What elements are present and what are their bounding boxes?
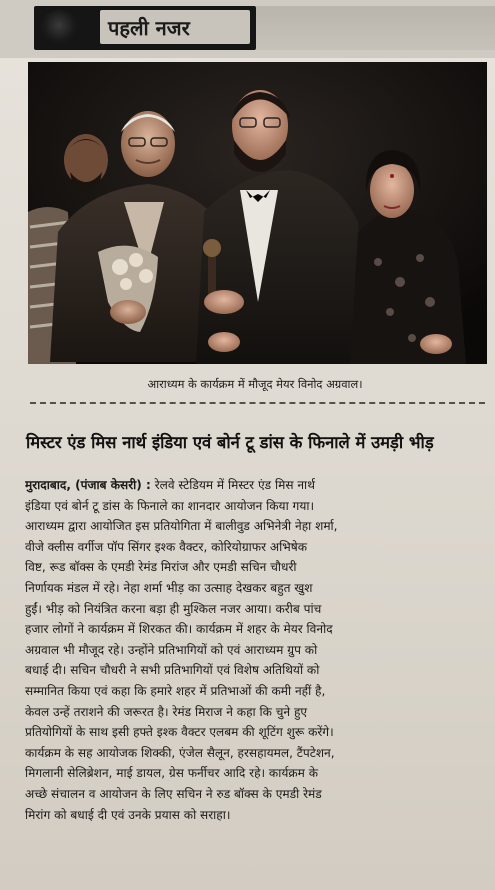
event-photo-drawing (28, 62, 487, 364)
body-line: वीजे क्लीस वर्गीज पॉप सिंगर इश्क वैक्टर, कोरियोग्राफर अभिषेक (25, 539, 308, 554)
event-photo (28, 62, 487, 364)
body-line: मिरांग को बधाई दी एवं उनके प्रयास को सराहा। (25, 807, 231, 822)
eye-icon (40, 10, 78, 44)
section-header (0, 0, 495, 58)
body-line: सम्मानित किया एवं कहा कि हमारे शहर में प्रतिभाओं की कमी नहीं है, (25, 683, 326, 698)
body-line: हजार लोगों ने कार्यक्रम में शिरकत की। कार्यक्रम में शहर के मेयर विनोद (25, 622, 333, 637)
body-line: मिगलानी सेलिब्रेशन, माई डायल, ग्रेस फर्नीचर आदि रहे। कार्यक्रम के (25, 766, 319, 781)
section-label: पहली नजर (108, 16, 190, 40)
body-line: अग्रवाल भी मौजूद रहे। उन्होंने प्रतिभागियों को एवं आराध्यम ग्रुप को (25, 642, 318, 657)
body-line: कार्यक्रम के सह आयोजक शिक्की, एंजेल सैलून, हरसहायमल, टैंपटेशन, (25, 745, 335, 760)
divider (30, 402, 485, 404)
article-headline: मिस्टर एंड मिस नार्थ इंडिया एवं बोर्न टू डांस के फिनाले में उमड़ी भीड़ (26, 432, 434, 452)
body-line-text: रेलवे स्टेडियम में मिस्टर एंड मिस नार्थ (150, 478, 315, 492)
body-line: अच्छे संचालन व आयोजन के लिए सचिन ने रुड बॉक्स के एमडी रेमंड (25, 786, 322, 801)
header-shade (256, 6, 495, 50)
body-line: आराध्यम द्वारा आयोजित इस प्रतियोगिता में बालीवुड अभिनेत्री नेहा शर्मा, (25, 519, 338, 534)
body-line (25, 475, 488, 496)
body-line: हुईं। भीड़ को नियंत्रित करना बड़ा ही मुश्किल नजर आया। करीब पांच (25, 601, 322, 616)
body-line: इंडिया एवं बोर्न टू डांस के फिनाले का शानदार आयोजन किया गया। (25, 498, 315, 513)
photo-caption: आराध्यम के कार्यक्रम में मौजूद मेयर विनोद अग्रवाल। (147, 377, 363, 391)
body-line: केवल उन्हें तराशने की जरूरत है। रेमंड मिराज ने कहा कि चुने हुए (25, 704, 308, 719)
body-line: बधाई दी। सचिन चौधरी ने सभी प्रतिभागियों एवं विशेष अतिथियों को (25, 663, 320, 678)
body-line: प्रतियोगियों के साथ इसी हफ्ते इश्क वैक्टर एलबम की शूटिंग शुरू करेंगे। (25, 725, 334, 740)
article-body (25, 475, 488, 825)
article-dateline: मुरादाबाद, (पंजाब केसरी) : (25, 478, 151, 492)
body-line: विष्ट, रूड बॉक्स के एमडी रेमंड मिरांज और एमडी सचिन चौधरी (25, 560, 297, 575)
body-line: निर्णायक मंडल में रहे। नेहा शर्मा भीड़ का उत्साह देखकर बहुत खुश (25, 580, 313, 595)
